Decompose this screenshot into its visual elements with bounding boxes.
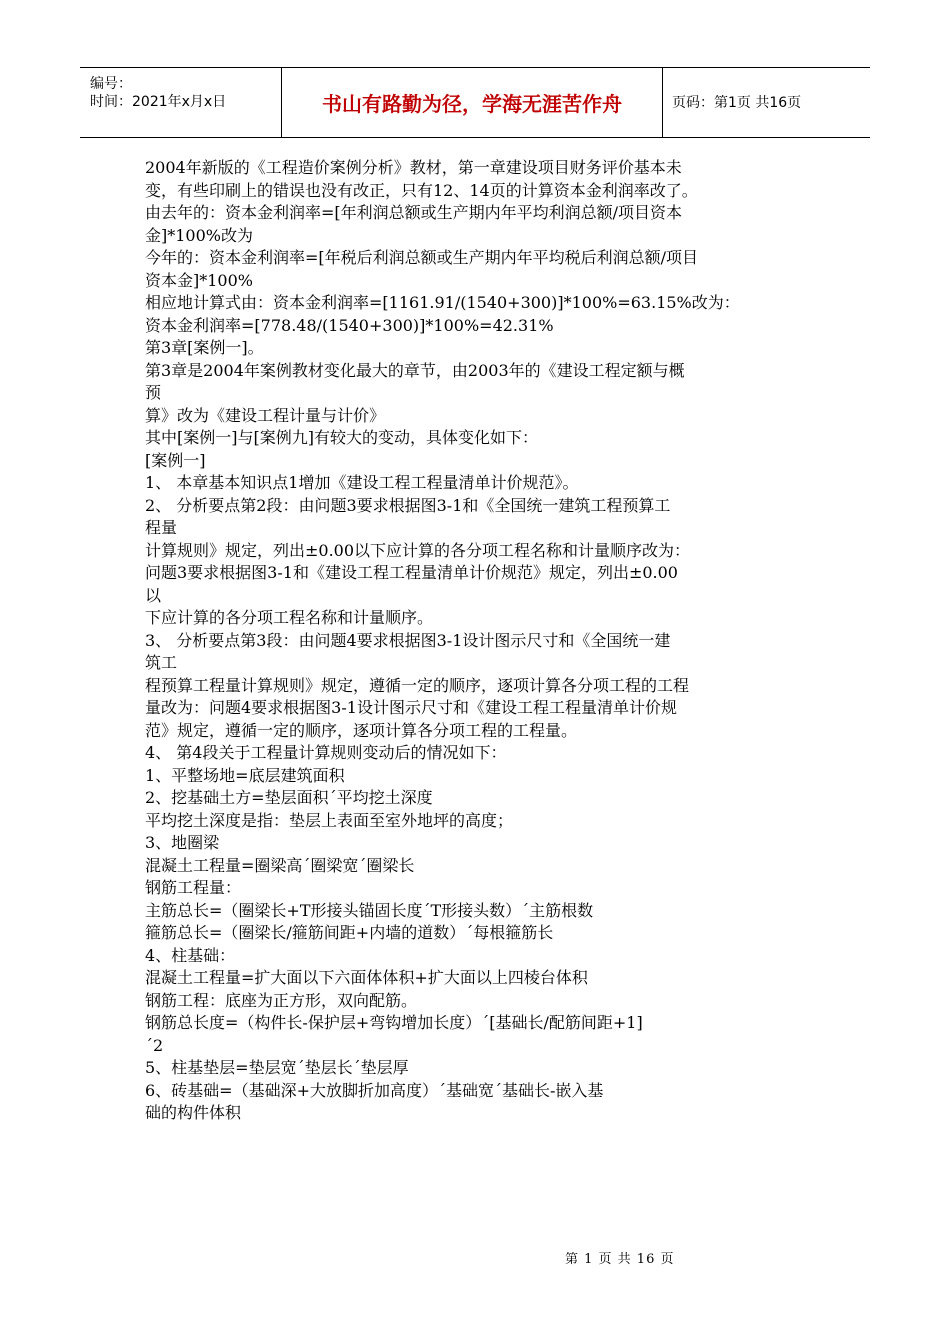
- text-line: 范》规定，遵循一定的顺序，逐项计算各分项工程的工程量。: [145, 720, 578, 740]
- text-line: 础的构件体积: [145, 1103, 242, 1122]
- text-line: 以: [145, 585, 162, 605]
- doc-number-label: 编号：: [90, 76, 132, 92]
- text-line: 变，有些印刷上的错误也没有改正，只有12、14页的计算资本金利润率改了。: [145, 180, 698, 200]
- text-line: 混凝土工程量=圈梁高´圈梁宽´圈梁长: [145, 855, 415, 875]
- document-body: [145, 157, 805, 1125]
- text-line: 今年的：资本金利润率=[年税后利润总额或生产期内年平均税后利润总额/项目: [145, 248, 699, 267]
- text-line: 第3章是2004年案例教材变化最大的章节，由2003年的《建设工程定额与概: [145, 360, 685, 380]
- text-line: 问题3要求根据图3-1和《建设工程工程量清单计价规范》规定，列出±0.00: [145, 563, 678, 582]
- text-line: 1、 本章基本知识点1增加《建设工程工程量清单计价规范》。: [145, 473, 579, 492]
- text-line: 筑工: [145, 653, 178, 672]
- header-page-info: 页码：第1页 共16页: [672, 95, 802, 111]
- text-line: 其中[案例一]与[案例九]有较大的变动，具体变化如下：: [145, 428, 538, 447]
- text-line: 预: [145, 383, 162, 402]
- doc-date: 时间：2021年x月x日: [90, 94, 227, 110]
- text-line: 4、柱基础：: [145, 945, 236, 965]
- text-line: 计算规则》规定，列出±0.00以下应计算的各分项工程名称和计量顺序改为：: [145, 540, 691, 560]
- text-line: 由去年的：资本金利润率=[年利润总额或生产期内年平均利润总额/项目资本: [145, 203, 683, 222]
- text-line: 程量: [145, 518, 178, 537]
- text-line: 3、 分析要点第3段：由问题4要求根据图3-1设计图示尺寸和《全国统一建: [145, 630, 671, 650]
- text-line: 1、平整场地=底层建筑面积: [145, 765, 345, 785]
- text-line: 4、 第4段关于工程量计算规则变动后的情况如下：: [145, 743, 507, 762]
- text-line: 箍筋总长=（圈梁长/箍筋间距+内墙的道数）´每根箍筋长: [145, 923, 554, 942]
- text-line: 2、 分析要点第2段：由问题3要求根据图3-1和《全国统一建筑工程预算工: [145, 495, 671, 515]
- text-line: 3、地圈梁: [145, 833, 220, 852]
- text-line: 主筋总长=（圈梁长+T形接头锚固长度´T形接头数）´主筋根数: [145, 900, 594, 920]
- text-line: 量改为：问题4要求根据图3-1设计图示尺寸和《建设工程工程量清单计价规: [145, 698, 677, 717]
- text-line: 资本金利润率=[778.48/(1540+300)]*100%=42.31%: [145, 315, 554, 335]
- text-line: 钢筋工程量：: [145, 878, 242, 897]
- text-line: 程预算工程量计算规则》规定，遵循一定的顺序，逐项计算各分项工程的工程: [145, 675, 690, 695]
- text-line: 下应计算的各分项工程名称和计量顺序。: [145, 608, 434, 627]
- text-line: 2004年新版的《工程造价案例分析》教材，第一章建设项目财务评价基本未: [145, 158, 682, 177]
- text-line: 2、挖基础土方=垫层面积´平均挖土深度: [145, 788, 433, 807]
- page-footer: 第 1 页 共 16 页: [565, 1252, 675, 1267]
- text-line: ´2: [145, 1035, 164, 1055]
- text-line: [案例一]: [145, 450, 206, 470]
- text-line: 平均挖土深度是指：垫层上表面至室外地坪的高度；: [145, 810, 514, 830]
- text-line: 钢筋总长度=（构件长-保护层+弯钩增加长度）´[基础长/配筋间距+1]: [145, 1013, 643, 1032]
- text-line: 钢筋工程：底座为正方形，双向配筋。: [145, 990, 418, 1010]
- header-meta: [80, 68, 282, 137]
- text-line: 6、砖基础=（基础深+大放脚折加高度）´基础宽´基础长-嵌入基: [145, 1080, 604, 1100]
- text-line: 资本金]*100%: [145, 270, 253, 290]
- text-line: 金]*100%改为: [145, 225, 253, 245]
- page-header: [80, 67, 870, 138]
- text-line: 混凝土工程量=扩大面以下六面体体积+扩大面以上四棱台体积: [145, 968, 588, 987]
- text-line: 第3章[案例一]。: [145, 338, 264, 357]
- header-motto: 书山有路勤为径，学海无涯苦作舟: [282, 68, 663, 137]
- text-line: 算》改为《建设工程计量与计价》: [145, 405, 386, 425]
- text-line: 相应地计算式由：资本金利润率=[1161.91/(1540+300)]*100%=63.15%改为：: [145, 293, 740, 312]
- text-line: 5、柱基垫层=垫层宽´垫层长´垫层厚: [145, 1058, 409, 1077]
